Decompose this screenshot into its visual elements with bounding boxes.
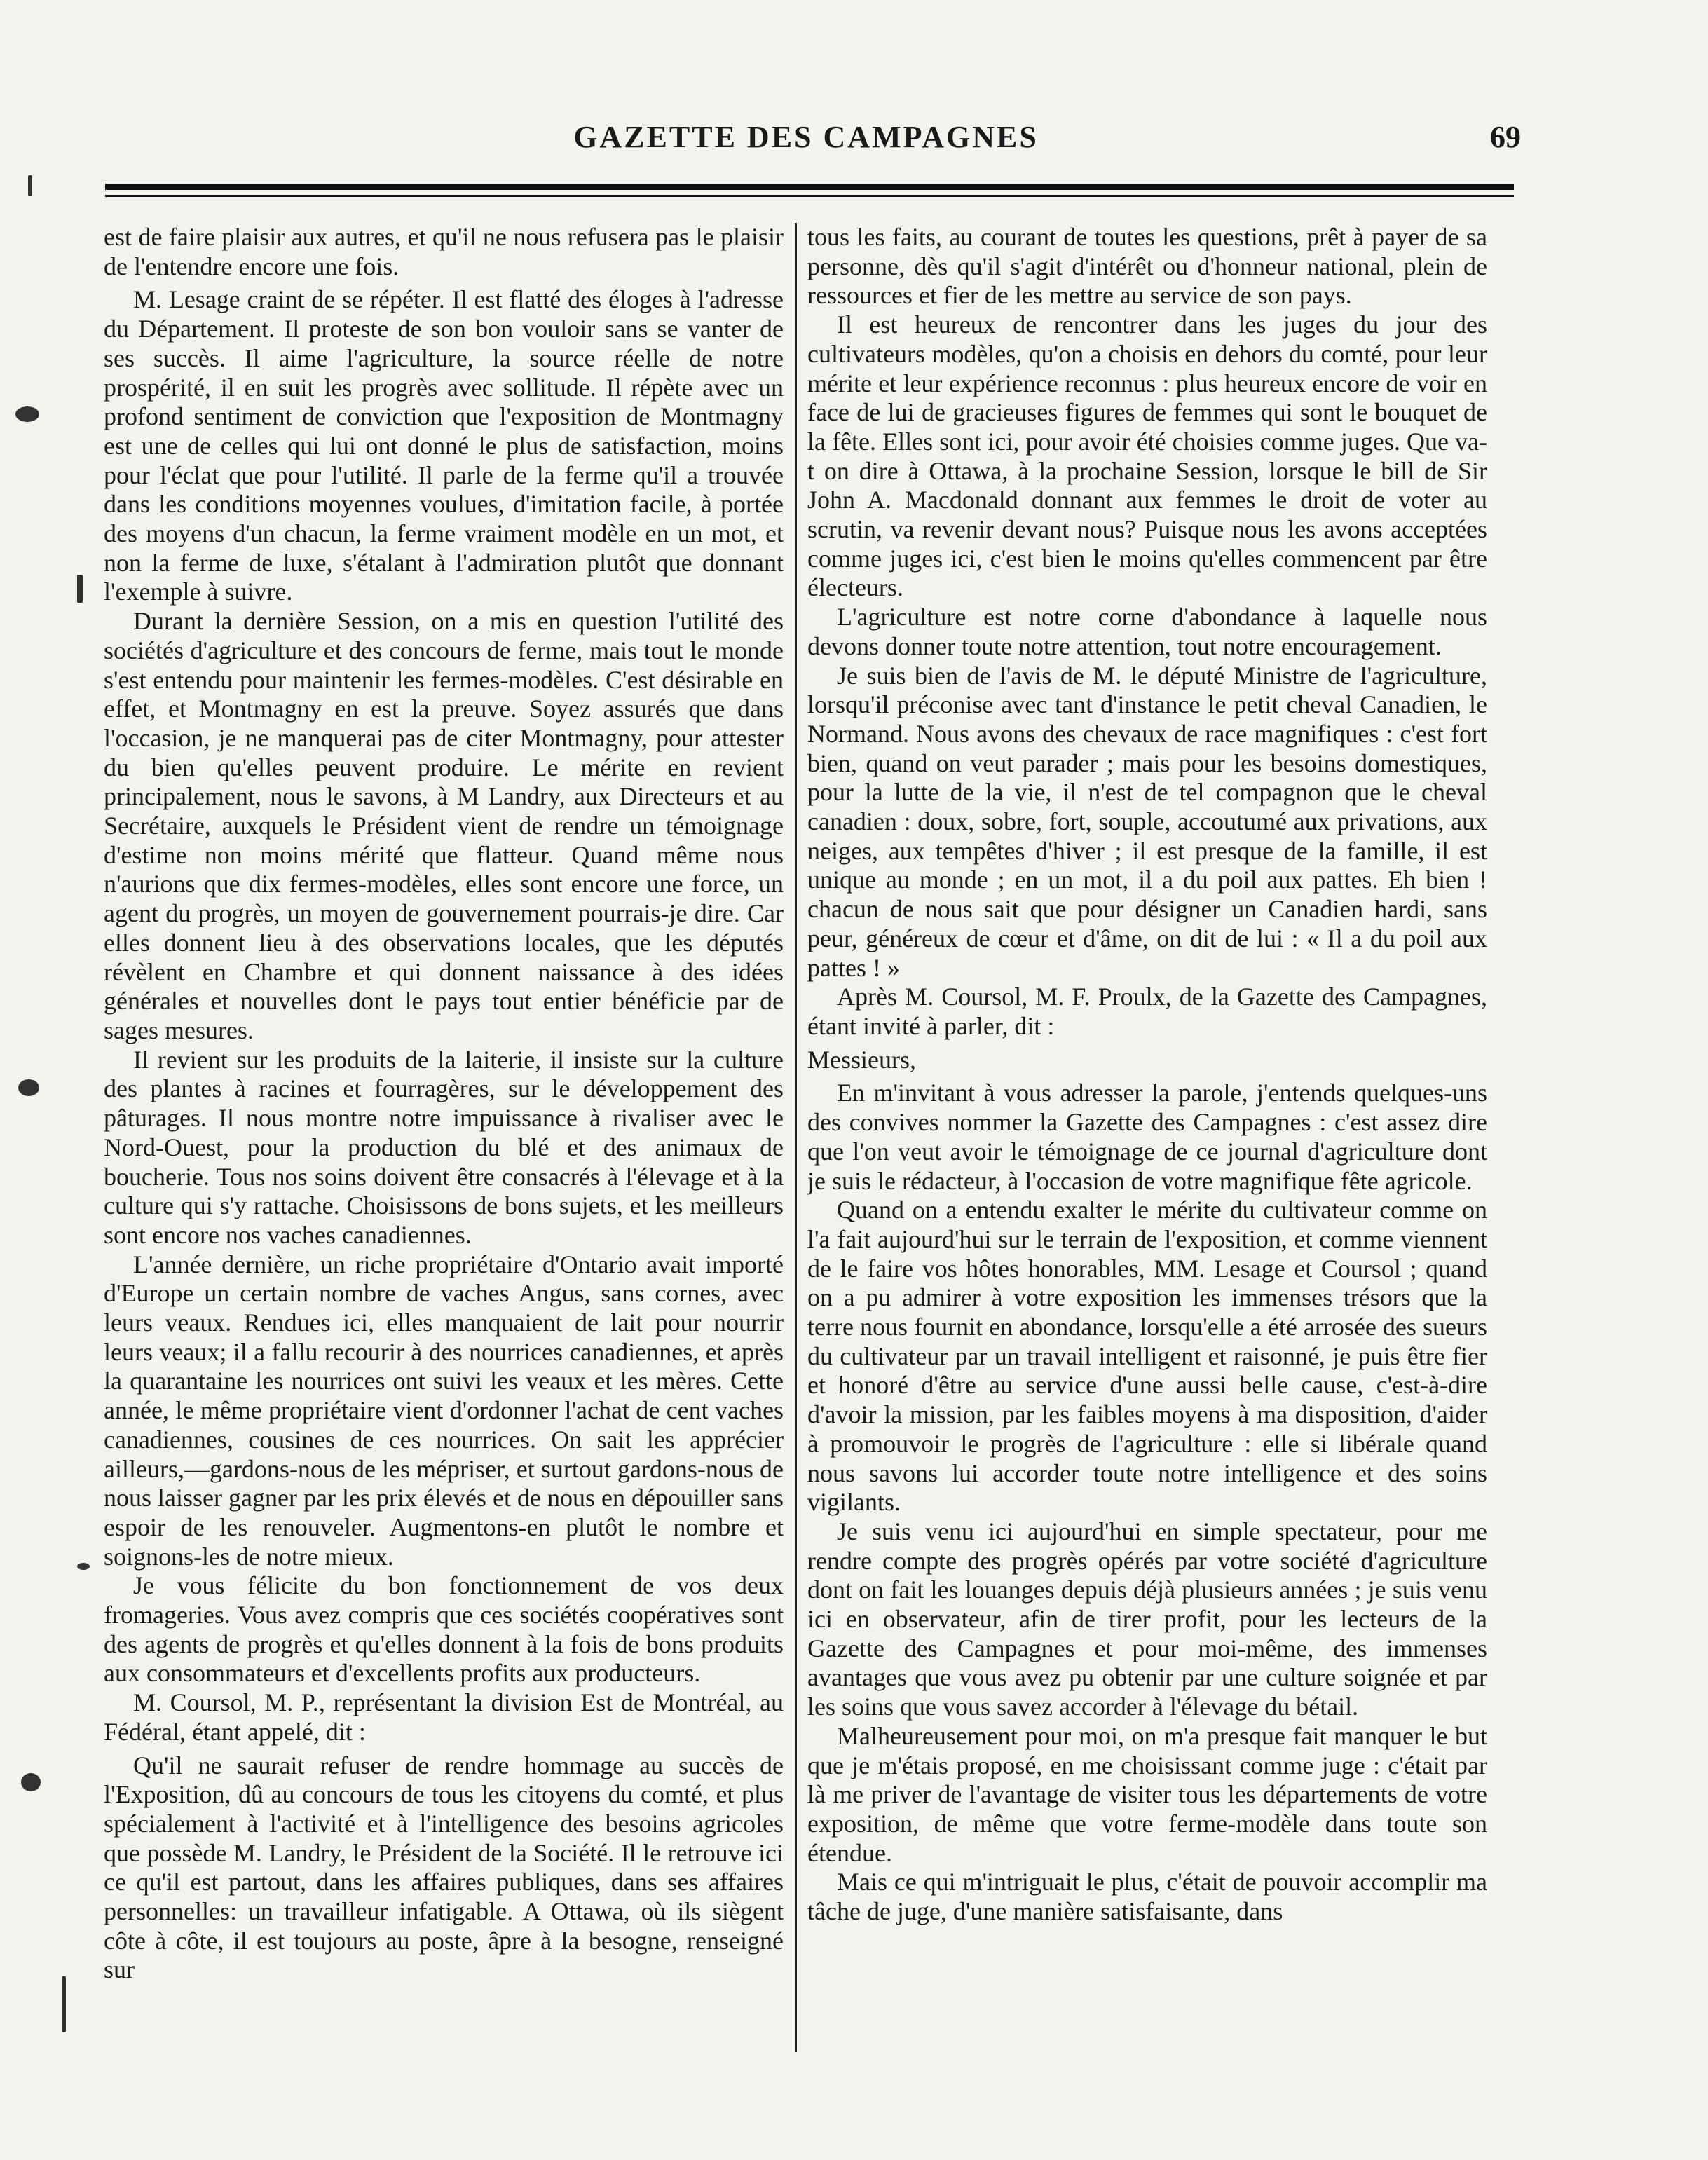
- page-title: GAZETTE DES CAMPAGNES: [573, 120, 1039, 154]
- paragraph: Malheureusement pour moi, on m'a presque fait manquer le but que je m'étais proposé, en me choisissant comme juge : c'était par là me priver de l'avantage de visiter tous les départements de votre exposition, de même que votre ferme-modèle dans toute son étendue.: [807, 1721, 1487, 1867]
- paragraph: Il revient sur les produits de la laiterie, il insiste sur la culture des plantes à racines et fourragères, sur le développement des pâturages. Il nous montre notre impuissance à rivaliser avec le Nord-Ouest, pour la production du blé et des animaux de boucherie. Tous nos soins doivent être consacrés à l'élevage et à la culture qui s'y rattache. Choisissons de bons sujets, et les meilleurs sont encore nos vaches canadiennes.: [104, 1045, 784, 1249]
- paragraph: tous les faits, au courant de toutes les questions, prêt à payer de sa personne, dès qu'il s'agit d'intérêt ou d'honneur national, plein de ressources et fier de les mettre au service de son pays.: [807, 223, 1487, 310]
- column-divider: [795, 223, 797, 2052]
- scan-speck: [62, 1976, 66, 2032]
- scan-speck: [15, 406, 39, 422]
- paragraph: Quand on a entendu exalter le mérite du cultivateur comme on l'a fait aujourd'hui sur le terrain de l'exposition, et comme viennent de le faire vos hôtes honorables, MM. Lesage et Coursol ; quand on a pu admirer à votre exposition les immenses trésors que la terre nous fournit en abondance, lorsqu'elle a été arrosée des sueurs du cultivateur par un travail intelligent et raisonné, je puis être fier et honoré d'être au service d'une aussi belle cause, c'est-à-dire d'avoir la mission, par les faibles moyens à ma disposition, d'aider à promouvoir le progrès de l'agriculture : elle si libérale quand nous savons lui accorder toute notre intelligence et des soins vigilants.: [807, 1196, 1487, 1517]
- scan-speck: [77, 1563, 90, 1570]
- paragraph: L'année dernière, un riche propriétaire d'Ontario avait importé d'Europe un certain nombre de vaches Angus, sans cornes, avec leurs veaux. Rendues ici, elles manquaient de lait pour nourrir leurs veaux; il a fallu recourir à des nourrices canadiennes, et après la quarantaine les nourrices ont suivi les veaux et les mères. Cette année, le même propriétaire vient d'ordonner l'achat de cent vaches canadiennes, cousines de ces nourrices. On sait les apprécier ailleurs,—gardons-nous de les mépriser, et surtout gardons-nous de nous laisser gagner par les prix élevés et de nous en dépouiller sans espoir de les renouveler. Augmentons-en plutôt le nombre et soignons-les de notre mieux.: [104, 1250, 784, 1571]
- paragraph: Qu'il ne saurait refuser de rendre hommage au succès de l'Exposition, dû au concours de tous les citoyens du comté, et plus spécialement à l'activité et à l'intelligence des besoins agricoles que possède M. Landry, le Président de la Société. Il le retrouve ici ce qu'il est partout, dans les affaires publiques, dans ses affaires personnelles: un travailleur infatigable. A Ottawa, où ils siègent côte à côte, il est toujours au poste, âpre à la besogne, renseigné sur: [104, 1751, 784, 1984]
- paragraph: Durant la dernière Session, on a mis en question l'utilité des sociétés d'agriculture et des concours de ferme, mais tout le monde s'est entendu pour maintenir les fermes-modèles. C'est désirable en effet, et Montmagny en est la preuve. Soyez assurés que dans l'occasion, je ne manquerai pas de citer Montmagny, pour attester du bien qu'elles peuvent produire. Le mérite en revient principalement, nous le savons, à M Landry, aux Directeurs et au Secrétaire, auxquels le Président vient de rendre un témoignage d'estime non moins mérité que flatteur. Quand même nous n'aurions que dix fermes-modèles, elles sont encore une force, un agent du progrès, un moyen de gouvernement pourrais-je dire. Car elles donnent lieu à des observations locales, que les députés révèlent en Chambre et qui donnent naissance à des idées générales et nouvelles dont le pays tout entier bénéficie par de sages mesures.: [104, 607, 784, 1044]
- page-number: 69: [1490, 120, 1521, 154]
- header-rule-thin: [105, 195, 1514, 197]
- paragraph: Je suis venu ici aujourd'hui en simple spectateur, pour me rendre compte des progrès opérés par votre société d'agriculture dont on fait les louanges depuis déjà plusieurs années ; je suis venu ici en observateur, afin de tirer profit, pour les lecteurs de la Gazette des Campagnes et pour moi-même, des immenses avantages que vous avez pu obtenir par une culture soignée et par les soins que vous savez accorder à l'élevage du bétail.: [807, 1517, 1487, 1721]
- paragraph: M. Coursol, M. P., représentant la division Est de Montréal, au Fédéral, étant appelé, dit :: [104, 1688, 784, 1746]
- paragraph: En m'invitant à vous adresser la parole, j'entends quelques-uns des convives nommer la Gazette des Campagnes : c'est assez dire que l'on veut avoir le témoignage de ce journal d'agriculture dont je suis le rédacteur, à l'occasion de votre magnifique fête agricole.: [807, 1079, 1487, 1195]
- scan-speck: [77, 575, 83, 603]
- left-column: [104, 223, 784, 2073]
- scan-speck: [28, 175, 32, 196]
- paragraph: Je vous félicite du bon fonctionnement de vos deux fromageries. Vous avez compris que ces sociétés coopératives sont des agents de progrès et qu'elles donnent à la fois de bons produits aux consommateurs et d'excellents profits aux producteurs.: [104, 1571, 784, 1688]
- paragraph: Mais ce qui m'intriguait le plus, c'était de pouvoir accomplir ma tâche de juge, d'une manière satisfaisante, dans: [807, 1868, 1487, 1926]
- page-header: [105, 119, 1521, 168]
- header-rule-thick: [105, 184, 1514, 190]
- paragraph: L'agriculture est notre corne d'abondance à laquelle nous devons donner toute notre attention, tout notre encouragement.: [807, 603, 1487, 660]
- paragraph: Je suis bien de l'avis de M. le député Ministre de l'agriculture, lorsqu'il préconise avec tant d'instance le petit cheval Canadien, le Normand. Nous avons des chevaux de race magnifiques : c'est fort bien, quand on veut parader ; mais pour les besoins domestiques, pour la lutte de la vie, il n'est de tel compagnon que le cheval canadien : doux, sobre, fort, souple, accoutumé aux privations, aux neiges, aux tempêtes d'hiver ; il est presque de la famille, il est unique au monde ; en un mot, il a du poil aux pattes. Eh bien ! chacun de nous sait que pour désigner un Canadien hardi, sans peur, généreux de cœur et d'âme, on dit de lui : « Il a du poil aux pattes ! »: [807, 661, 1487, 982]
- salutation: Messieurs,: [807, 1045, 916, 1074]
- paragraph: Il est heureux de rencontrer dans les juges du jour des cultivateurs modèles, qu'on a choisis en dehors du comté, pour leur mérite et leur expérience reconnus : plus heureux encore de voir en face de lui de gracieuses figures de femmes qui sont le bouquet de la fête. Elles sont ici, pour avoir été choisies comme juges. Que va-t on dire à Ottawa, à la prochaine Session, lorsque le bill de Sir John A. Macdonald donnant aux femmes le droit de voter au scrutin, va revenir devant nous? Puisque nous les avons acceptées comme juges ici, c'est bien le moins qu'elles commencent par être électeurs.: [807, 310, 1487, 602]
- scan-speck: [18, 1079, 39, 1096]
- scan-speck: [21, 1773, 41, 1791]
- paragraph: est de faire plaisir aux autres, et qu'il ne nous refusera pas le plaisir de l'entendre encore une fois.: [104, 223, 784, 280]
- paragraph: Après M. Coursol, M. F. Proulx, de la Gazette des Campagnes, étant invité à parler, dit :: [807, 983, 1487, 1040]
- paragraph: M. Lesage craint de se répéter. Il est flatté des éloges à l'adresse du Département. Il proteste de son bon vouloir sans se vanter de ses succès. Il aime l'agriculture, la source réelle de notre prospérité, il en suit les progrès avec sollitude. Il répète avec un profond sentiment de conviction que l'exposition de Montmagny est une de celles qui lui ont donné le plus de satisfaction, moins pour l'éclat que pour l'utilité. Il parle de la ferme qu'il a trouvée dans les conditions moyennes voulues, d'imitation facile, à portée des moyens d'un chacun, la ferme vraiment modèle en un mot, et non la ferme de luxe, s'étalant à l'admiration plutôt que donnant l'exemple à suivre.: [104, 285, 784, 606]
- right-column: [807, 223, 1487, 2073]
